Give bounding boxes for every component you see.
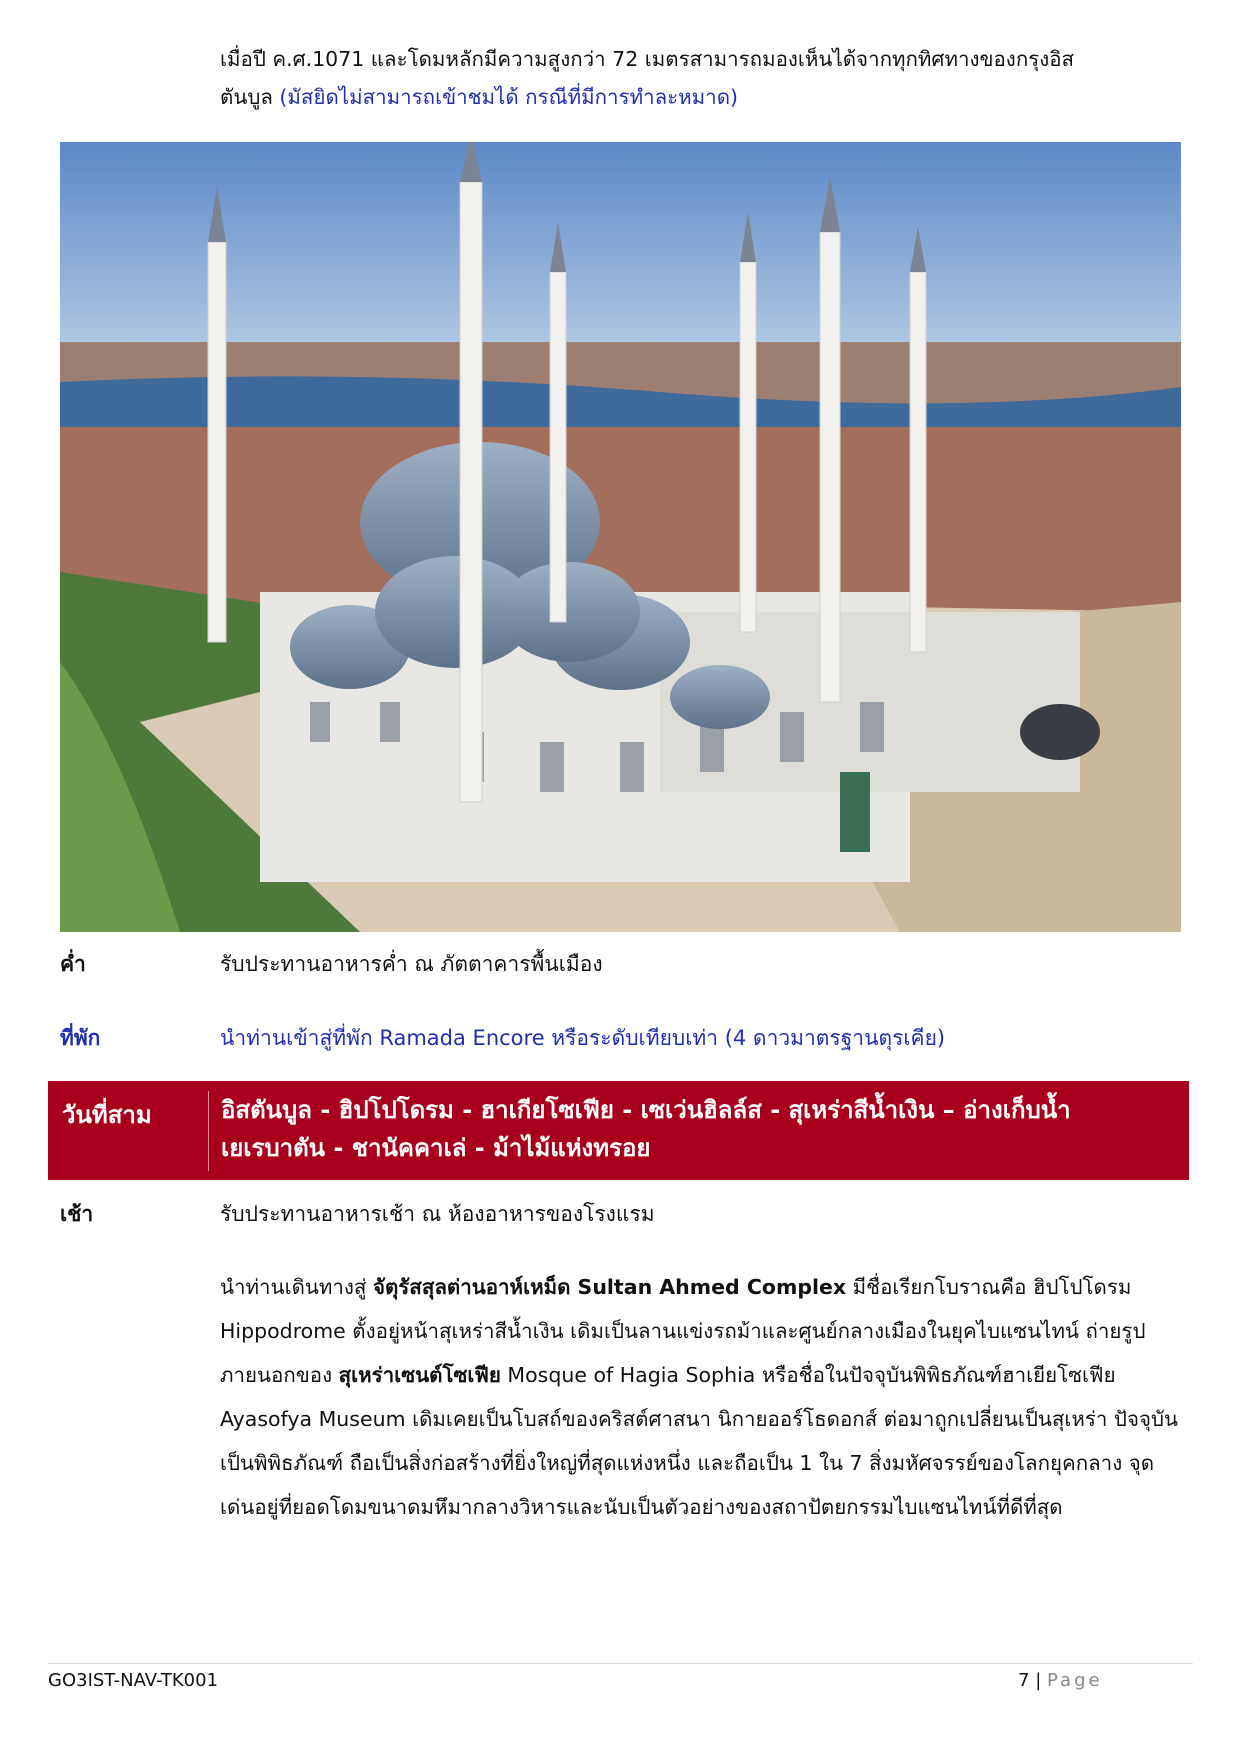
intro-note: (มัสยิดไม่สามารถเข้าชมได้ กรณีที่มีการทำละหมาด) [279,85,739,109]
body-text-2: มีชื่อเรียกโบราณคือ ฮิปโปโดรม Hippodrome ตั้งอยู่หน้าสุเหร่าสีน้ำเงิน เดิมเป็นลานแข่งรถม้าและศูนย์กลางเมืองในยุคไบแซนไทน์ ถ่ายรูปภายนอกของ [220,1275,1146,1387]
body-bold-2: สุเหร่าเซนต์โซเฟีย [338,1363,501,1387]
mosque-illustration [60,142,1181,932]
breakfast-label: เช้า [60,1202,94,1226]
dinner-label: ค่ำ [60,952,86,976]
day-route-line1: อิสตันบูล - ฮิปโปโดรม - ฮาเกียโซเฟีย - เซเว่นฮิลล์ส - สุเหร่าสีน้ำเงิน – อ่างเก็บน้ำ [221,1096,1071,1124]
hotel-text: นำท่านเข้าสู่ที่พัก Ramada Encore หรือระดับเทียบเท่า (4 ดาวมาตรฐานตุรเคีย) [220,1026,946,1050]
intro-line2-prefix: ตันบูล [220,85,280,109]
page-number: 7 [1018,1670,1030,1691]
body-text-1: นำท่านเดินทางสู่ [220,1275,373,1299]
dinner-text: รับประทานอาหารค่ำ ณ ภัตตาคารพื้นเมือง [220,952,603,976]
day-label: วันที่สาม [62,1101,152,1129]
day-route [208,1091,1211,1171]
intro-line1: เมื่อปี ค.ศ.1071 และโดมหลักมีความสูงกว่า 72 เมตรสามารถมองเห็นได้จากทุกทิศทางของกรุงอิส [220,47,1075,71]
body-text-3: Mosque of Hagia Sophia หรือชื่อในปัจจุบันพิพิธภัณฑ์ฮาเยียโซเฟีย Ayasofya Museum เดิมเคยเป็นโบสถ์ของคริสต์ศาสนา นิกายออร์โธดอกส์ ต่อมาถูกเปลี่ยนเป็นสุเหร่า ปัจจุบันเป็นพิพิธภัณฑ์ ถือเป็นสิ่งก่อสร้างที่ยิ่งใหญ่ที่สุดแห่งหนึ่ง และถือเป็น 1 ใน 7 สิ่งมหัศจรรย์ของโลกยุคกลาง จุดเด่นอยู่ที่ยอดโดมขนาดมหึมากลางวิหารและนับเป็นตัวอย่างของสถาปัตยกรรมไบแซนไทน์ที่ดีที่สุด [220,1363,1178,1519]
page-separator: | [1035,1670,1042,1691]
intro-paragraph [220,40,1178,116]
day-route-line2: เยเรบาตัน - ชานัคคาเล่ - ม้าไม้แห่งทรอย [221,1134,651,1162]
body-bold-1: จัตุรัสสุลต่านอาห์เหม็ด Sultan Ahmed Complex [372,1275,847,1299]
page-indicator [1018,1670,1103,1691]
document-code: GO3IST-NAV-TK001 [48,1670,219,1691]
page-word: Page [1047,1670,1103,1691]
footer-divider [48,1663,1193,1664]
hotel-label: ที่พัก [60,1026,101,1050]
mosque-photo [60,142,1181,932]
day-banner [48,1081,1189,1180]
breakfast-text: รับประทานอาหารเช้า ณ ห้องอาหารของโรงแรม [220,1202,655,1226]
body-paragraph [220,1265,1178,1529]
